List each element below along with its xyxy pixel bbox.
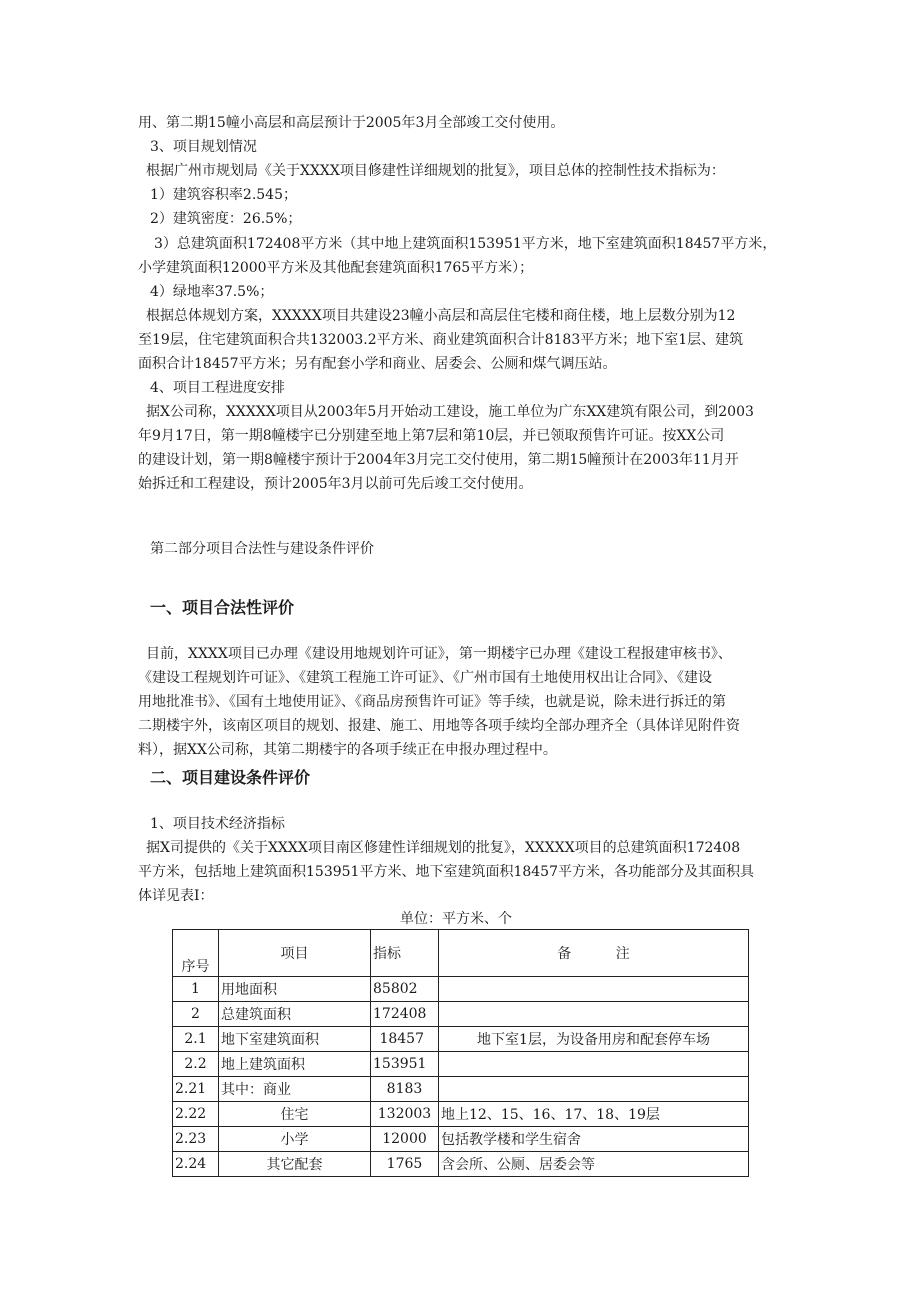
cell-index: 18457: [371, 1027, 439, 1052]
section-heading-indicators: 1、项目技术经济指标: [150, 816, 285, 832]
para-line-15: 的建设计划，第一期8幢楼宇预计于2004年3月完工交付使用，第二期15幢预计在2003年11月开: [138, 452, 739, 468]
cell-item: 其它配套: [219, 1152, 371, 1177]
header-item: 项目: [219, 930, 371, 977]
cell-note: 地上12、15、16、17、18、19层: [439, 1102, 749, 1127]
cell-no: 2.24: [173, 1152, 219, 1177]
legality-line-3: 用地批准书》、《国有土地使用证》、《商品房预售许可证》等手续，也就是说，除未进行拆迁的第: [138, 694, 726, 710]
cell-note: [439, 1052, 749, 1077]
para-line-16: 始拆迁和工程建设，预计2005年3月以前可先后竣工交付使用。: [138, 476, 533, 492]
cell-note: 含会所、公厕、居委会等: [439, 1152, 749, 1177]
cell-item: 住宅: [219, 1102, 371, 1127]
section-heading-schedule: 4、项目工程进度安排: [150, 380, 285, 396]
cell-index: 153951: [371, 1052, 439, 1077]
table-row: [173, 1027, 749, 1052]
indicators-line-3: 体详见表I：: [138, 888, 214, 904]
cell-item: 总建筑面积: [219, 1002, 371, 1027]
cell-index: 8183: [371, 1077, 439, 1102]
cell-index: 132003: [371, 1102, 439, 1127]
table-row: [173, 977, 749, 1002]
heading-legality: 一、项目合法性评价: [150, 598, 295, 617]
cell-no: 2.2: [173, 1052, 219, 1077]
list-item-floor-area-cont: 小学建筑面积12000平方米及其他配套建筑面积1765平方米）；: [138, 260, 534, 276]
cell-item: 地上建筑面积: [219, 1052, 371, 1077]
cell-item: 用地面积: [219, 977, 371, 1002]
cell-index: 12000: [371, 1127, 439, 1152]
heading-conditions: 二、项目建设条件评价: [150, 768, 311, 787]
cell-no: 2.22: [173, 1102, 219, 1127]
legality-line-5: 料），据XX公司称，其第二期楼宇的各项手续正在申报办理过程中。: [138, 742, 557, 758]
indicators-line-1: 据X司提供的《关于XXXX项目南区修建性详细规划的批复》，XXXXX项目的总建筑面积172408: [146, 840, 741, 856]
cell-note: [439, 977, 749, 1002]
header-no: 序号: [173, 930, 219, 977]
cell-note: [439, 1002, 749, 1027]
table-row: [173, 1052, 749, 1077]
list-item-floor-area: 3）总建筑面积172408平方米（其中地上建筑面积153951平方米，地下室建筑面积18457平方米，: [154, 236, 777, 252]
para-line-10: 至19层，住宅建筑面积合共132003.2平方米、商业建筑面积合计8183平方米；地下室1层、建筑: [138, 332, 744, 348]
table-header-row: [173, 930, 749, 977]
list-item-density: 2）建筑密度：26.5%；: [150, 211, 302, 227]
cell-index: 85802: [371, 977, 439, 1002]
cell-index: 1765: [371, 1152, 439, 1177]
legality-line-1: 目前，XXXX项目已办理《建设用地规划许可证》，第一期楼宇已办理《建设工程报建审核书》、: [146, 646, 732, 662]
para-line-14: 年9月17日，第一期8幢楼宇已分别建至地上第7层和第10层，并已领取预售许可证。按XX公司: [138, 428, 725, 444]
cell-no: 2.21: [173, 1077, 219, 1102]
section-heading-planning: 3、项目规划情况: [150, 139, 257, 155]
para-line-3: 根据广州市规划局《关于XXXX项目修建性详细规划的批复》，项目总体的控制性技术指标为：: [146, 163, 725, 179]
para-line-9: 根据总体规划方案，XXXXX项目共建设23幢小高层和高层住宅楼和商住楼，地上层数分别为12: [146, 308, 736, 324]
cell-no: 2: [173, 1002, 219, 1027]
legality-line-4: 二期楼宇外，该南区项目的规划、报建、施工、用地等各项手续均全部办理齐全（具体详见附件资: [138, 718, 740, 734]
list-item-far: 1）建筑容积率2.545；: [150, 187, 297, 203]
header-note: 备 注: [439, 930, 749, 977]
table-row: [173, 1127, 749, 1152]
para-line-11: 面积合计18457平方米；另有配套小学和商业、居委会、公厕和煤气调压站。: [138, 356, 617, 372]
cell-note: [439, 1077, 749, 1102]
table-unit-caption: 单位：平方米、个: [400, 911, 512, 927]
cell-index: 172408: [371, 1002, 439, 1027]
cell-note: 地下室1层，为设备用房和配套停车场: [439, 1027, 749, 1052]
cell-no: 2.23: [173, 1127, 219, 1152]
header-index: 指标: [371, 930, 439, 977]
part-two-title: 第二部分项目合法性与建设条件评价: [150, 541, 374, 557]
indicators-line-2: 平方米，包括地上建筑面积153951平方米、地下室建筑面积18457平方米，各功能部分及其面积具: [138, 864, 754, 880]
table-row: [173, 1002, 749, 1027]
cell-item: 小学: [219, 1127, 371, 1152]
cell-no: 2.1: [173, 1027, 219, 1052]
table-row: [173, 1077, 749, 1102]
cell-item: 其中：商业: [219, 1077, 371, 1102]
para-line-1: 用、第二期15幢小高层和高层预计于2005年3月全部竣工交付使用。: [138, 115, 565, 131]
list-item-green-ratio: 4）绿地率37.5%；: [150, 284, 274, 300]
indicator-table: [172, 929, 749, 1177]
para-line-13: 据X公司称，XXXXX项目从2003年5月开始动工建设，施工单位为广东XX建筑有限公司，到2003: [146, 404, 754, 420]
table-row: [173, 1152, 749, 1177]
table-row: [173, 1102, 749, 1127]
legality-line-2: 《建设工程规划许可证》、《建筑工程施工许可证》、《广州市国有土地使用权出让合同》、《建设: [138, 670, 712, 686]
cell-note: 包括教学楼和学生宿舍: [439, 1127, 749, 1152]
cell-no: 1: [173, 977, 219, 1002]
cell-item: 地下室建筑面积: [219, 1027, 371, 1052]
